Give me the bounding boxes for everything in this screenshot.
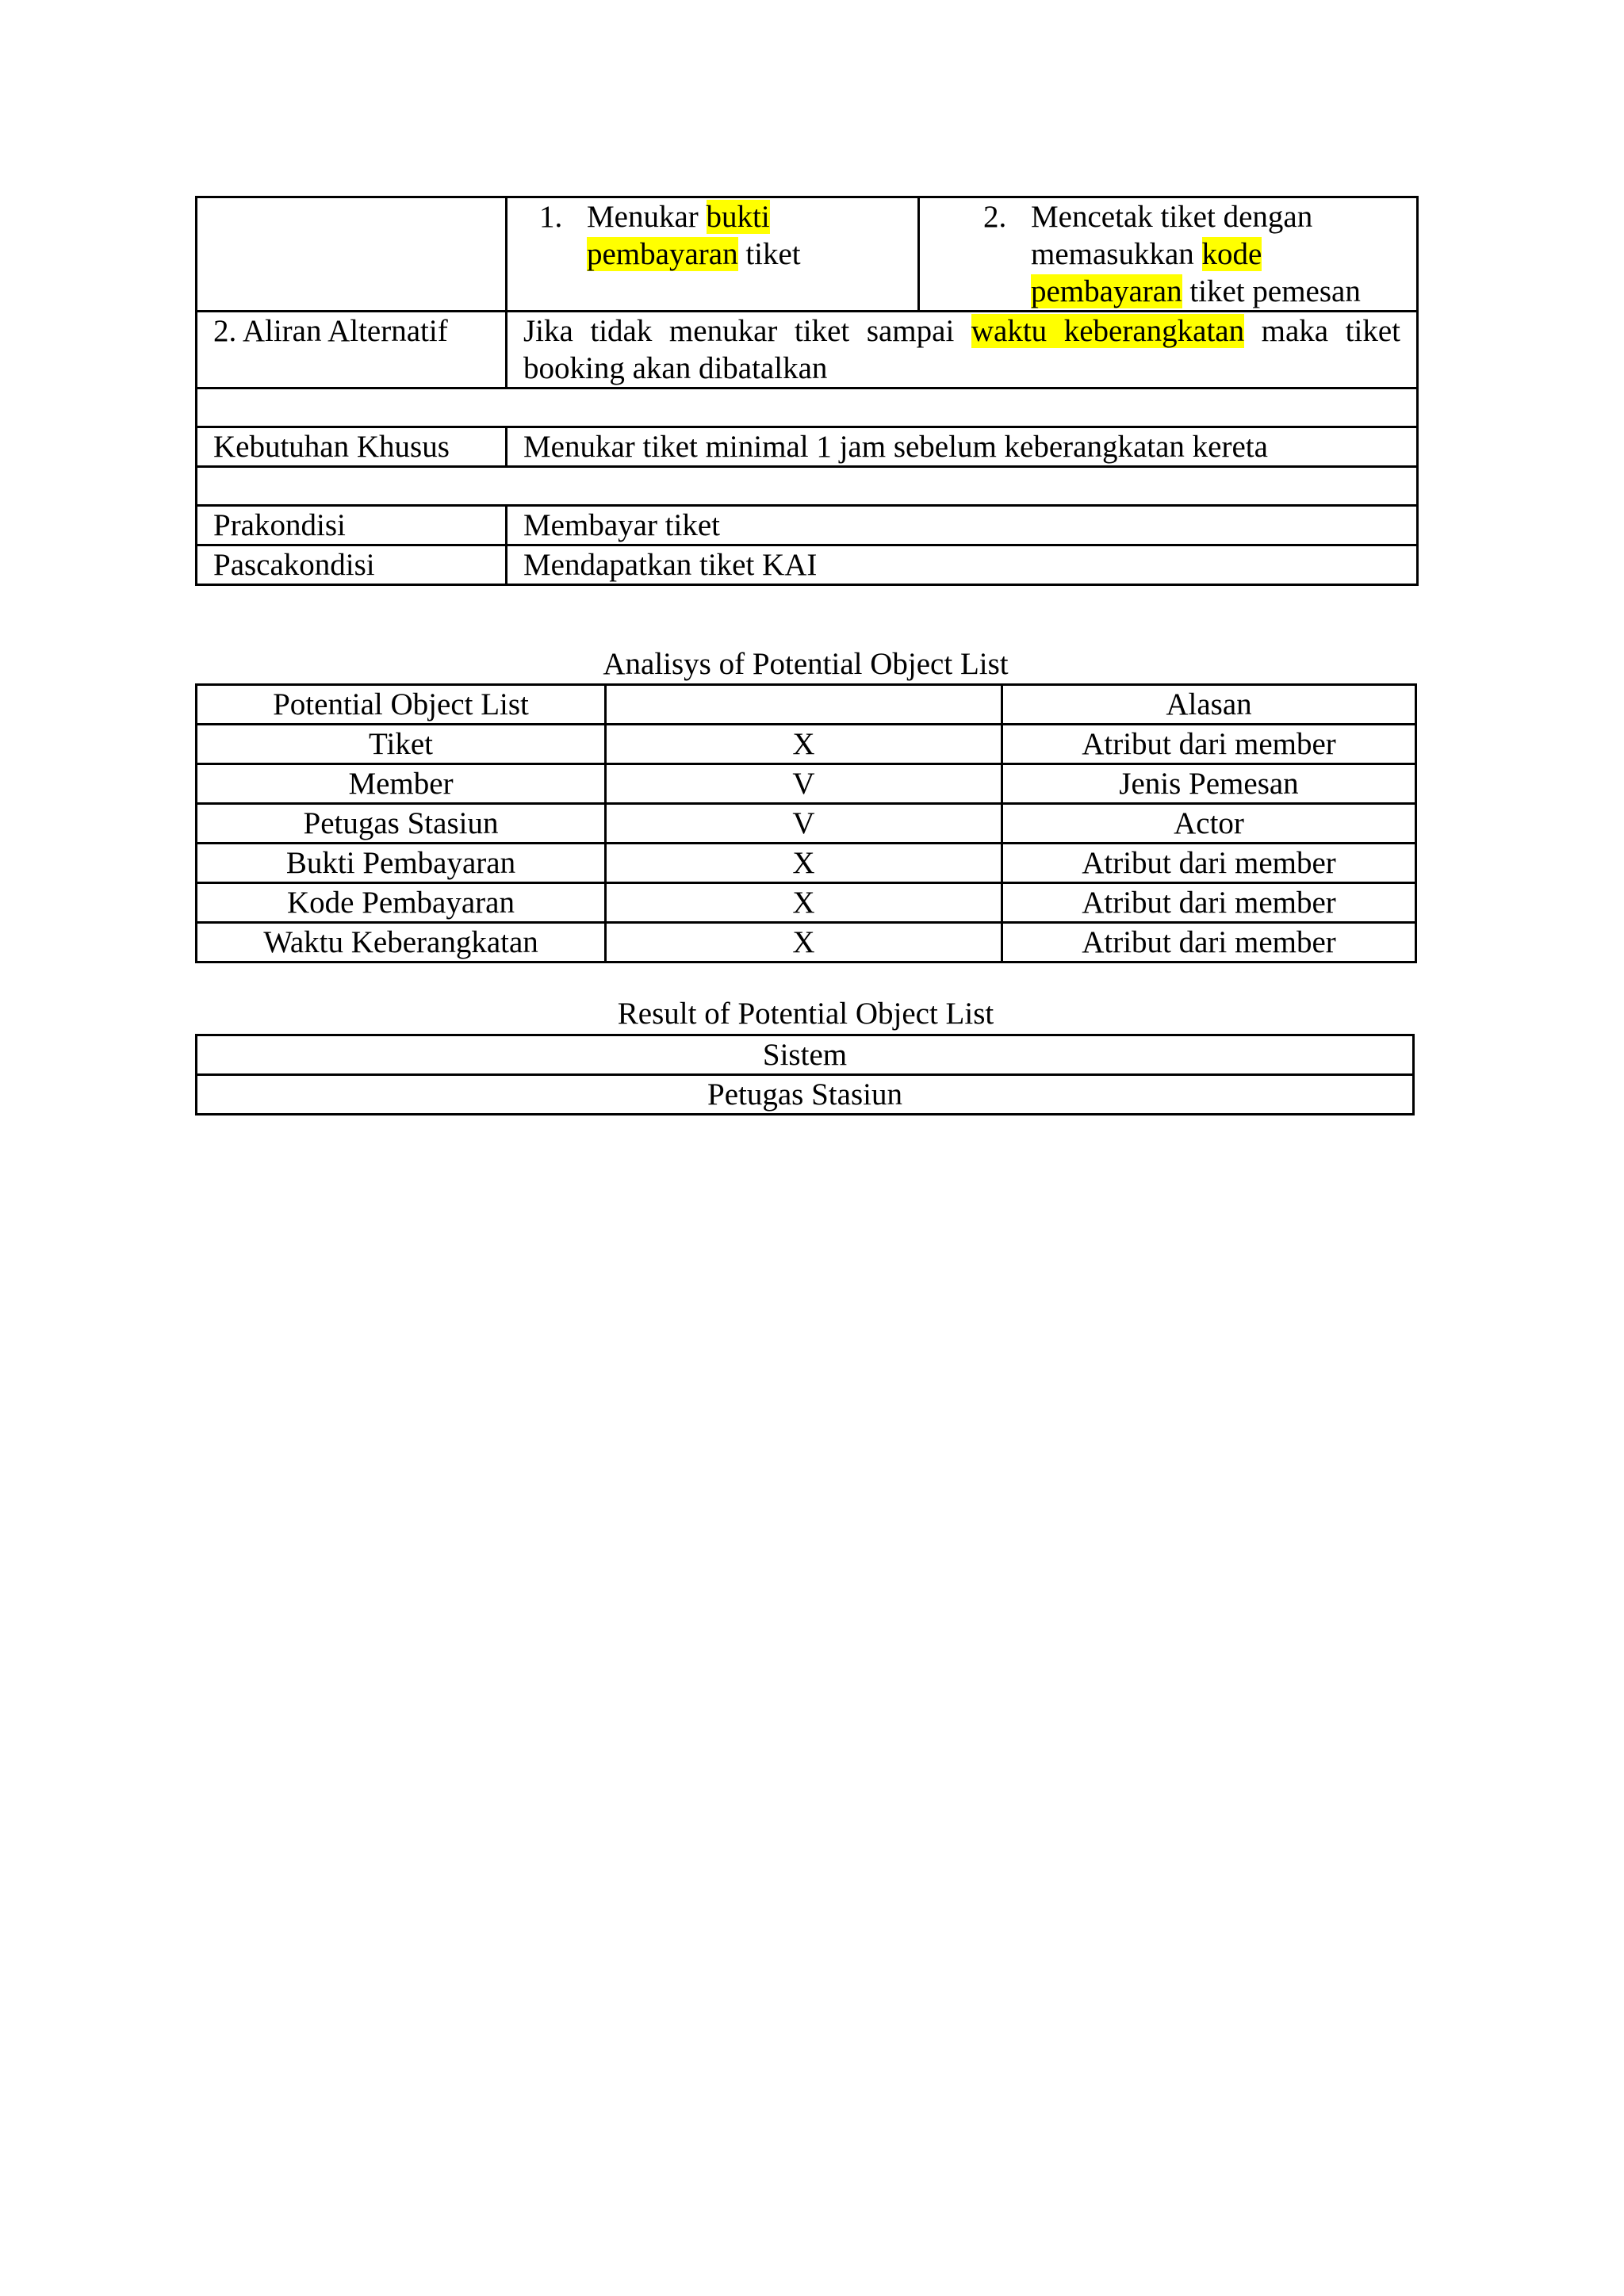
flow-step-2-cell [919,197,1418,312]
alternative-flow-label: 2. Aliran Alternatif [197,312,507,388]
empty-row [197,467,1418,506]
table-row [197,804,1416,844]
object-reason: Atribut dari member [1002,883,1416,923]
object-reason: Atribut dari member [1002,923,1416,962]
special-requirements-value: Menukar tiket minimal 1 jam sebelum keberangkatan kereta [507,427,1418,467]
object-name: Kode Pembayaran [197,883,606,923]
object-reason: Atribut dari member [1002,725,1416,764]
flow-row [197,197,1418,312]
object-name: Tiket [197,725,606,764]
table-row [197,725,1416,764]
empty-row [197,388,1418,427]
flow-step-1-cell [507,197,919,312]
step-2-number: 2. [983,200,1007,234]
postcondition-row [197,545,1418,585]
table-row [197,1035,1414,1075]
analysis-header-object: Potential Object List [197,685,606,725]
special-requirements-label: Kebutuhan Khusus [197,427,507,467]
object-status: X [606,923,1002,962]
alternative-flow-value [507,312,1418,388]
alt-text: Jika tidak menukar tiket sampai [523,314,971,348]
use-case-table [195,196,1419,586]
step-2-text-end: tiket pemesan [1182,274,1361,308]
table-row [197,923,1416,962]
alternative-flow-row [197,312,1418,388]
analysis-header-reason: Alasan [1002,685,1416,725]
table-row [197,1075,1414,1115]
step-2-highlight: kode pembayaran [1031,237,1262,308]
precondition-label: Prakondisi [197,506,507,545]
step-1-text: Menukar [587,200,707,234]
analysis-header-status [606,685,1002,725]
object-status: X [606,844,1002,883]
object-reason: Atribut dari member [1002,844,1416,883]
object-name: Member [197,764,606,804]
object-status: X [606,883,1002,923]
postcondition-label: Pascakondisi [197,545,507,585]
analysis-table [195,683,1417,963]
result-item: Sistem [197,1035,1414,1075]
alt-highlight: waktu keberangkatan [971,314,1245,348]
special-requirements-row [197,427,1418,467]
step-1-number: 1. [539,200,563,234]
precondition-row [197,506,1418,545]
result-item: Petugas Stasiun [197,1075,1414,1115]
step-1-highlight: bukti pembayaran [587,200,770,271]
table-row [197,883,1416,923]
empty-cell [197,467,1418,506]
result-caption: Result of Potential Object List [617,997,994,1031]
step-1-text-end: tiket [737,237,801,271]
flow-label-cell [197,197,507,312]
object-name: Waktu Keberangkatan [197,923,606,962]
object-reason: Jenis Pemesan [1002,764,1416,804]
precondition-value: Membayar tiket [507,506,1418,545]
object-reason: Actor [1002,804,1416,844]
step-2-text: Mencetak tiket dengan memasukkan [1031,200,1313,271]
alt-text-end: maka tiket booking akan dibatalkan [523,314,1400,385]
table-row [197,764,1416,804]
object-status: V [606,764,1002,804]
analysis-caption: Analisys of Potential Object List [603,647,1009,681]
postcondition-value: Mendapatkan tiket KAI [507,545,1418,585]
object-name: Petugas Stasiun [197,804,606,844]
result-table [195,1034,1415,1115]
empty-cell [197,388,1418,427]
object-status: V [606,804,1002,844]
object-status: X [606,725,1002,764]
analysis-header-row [197,685,1416,725]
table-row [197,844,1416,883]
object-name: Bukti Pembayaran [197,844,606,883]
